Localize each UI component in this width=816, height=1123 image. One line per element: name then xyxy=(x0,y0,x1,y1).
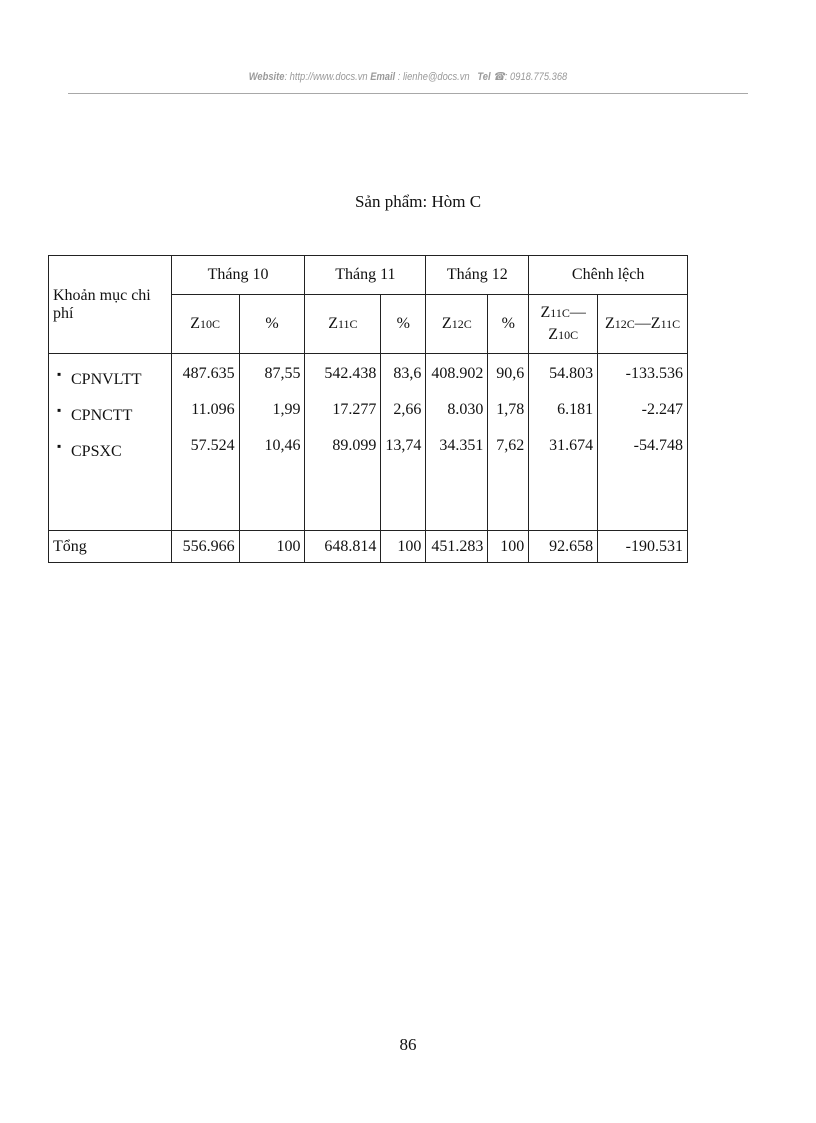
col-z11: 542.438 17.277 89.099 xyxy=(305,354,381,531)
total-row xyxy=(49,531,688,563)
col-d2: -133.536 -2.247 -54.748 xyxy=(598,354,688,531)
data-rows xyxy=(49,354,688,531)
bullet-icon: ▪ xyxy=(57,403,62,417)
phone-icon: ☎ xyxy=(493,71,505,83)
col-p12: 90,6 1,78 7,62 xyxy=(488,354,529,531)
col-p10: 87,55 1,99 10,46 xyxy=(239,354,305,531)
page-title: Sản phẩm: Hòm C xyxy=(354,192,482,211)
total-p11: 100 xyxy=(381,531,426,563)
header-divider xyxy=(68,93,748,94)
row-header-cell: Khoản mục chi phí xyxy=(49,256,172,354)
bullet-icon: ▪ xyxy=(57,367,62,381)
header-row-groups xyxy=(49,256,688,295)
cost-table xyxy=(48,255,688,563)
total-p10: 100 xyxy=(239,531,305,563)
website-label: Website xyxy=(248,71,285,83)
sub-diff-11-10: Z11C— Z10C xyxy=(529,295,598,354)
page-number: 86 xyxy=(399,1035,417,1054)
sub-pct-12: % xyxy=(488,295,529,354)
total-label: Tổng xyxy=(49,531,172,563)
sub-z10c: Z10C xyxy=(171,295,239,354)
group-thang-10: Tháng 10 xyxy=(171,256,305,295)
sub-diff-12-11: Z12C—Z11C xyxy=(598,295,688,354)
total-z12: 451.283 xyxy=(426,531,488,563)
sub-pct-11: % xyxy=(381,295,426,354)
email-label: Email xyxy=(370,71,396,83)
tel-value: : 0918.775.368 xyxy=(504,71,568,83)
group-thang-12: Tháng 12 xyxy=(426,256,529,295)
group-chenh-lech: Chênh lệch xyxy=(529,256,688,295)
col-p11: 83,6 2,66 13,74 xyxy=(381,354,426,531)
total-z11: 648.814 xyxy=(305,531,381,563)
list-item: ▪ CPNVLTT xyxy=(53,364,167,400)
group-thang-11: Tháng 11 xyxy=(305,256,426,295)
total-z10: 556.966 xyxy=(171,531,239,563)
list-item: ▪ CPSXC xyxy=(53,436,167,472)
col-d1: 54.803 6.181 31.674 xyxy=(529,354,598,531)
list-item: ▪ CPNCTT xyxy=(53,400,167,436)
page-header xyxy=(119,70,697,83)
sub-z11c: Z11C xyxy=(305,295,381,354)
email-value: : lienhe@docs.vn xyxy=(395,71,470,83)
sub-pct-10: % xyxy=(239,295,305,354)
website-value: : http://www.docs.vn xyxy=(284,71,368,83)
col-z12: 408.902 8.030 34.351 xyxy=(426,354,488,531)
sub-z12c: Z12C xyxy=(426,295,488,354)
bullet-icon: ▪ xyxy=(57,439,62,453)
cost-names xyxy=(49,354,172,531)
total-d2: -190.531 xyxy=(598,531,688,563)
tel-label: Tel xyxy=(477,71,491,83)
total-p12: 100 xyxy=(488,531,529,563)
total-d1: 92.658 xyxy=(529,531,598,563)
col-z10: 487.635 11.096 57.524 xyxy=(171,354,239,531)
